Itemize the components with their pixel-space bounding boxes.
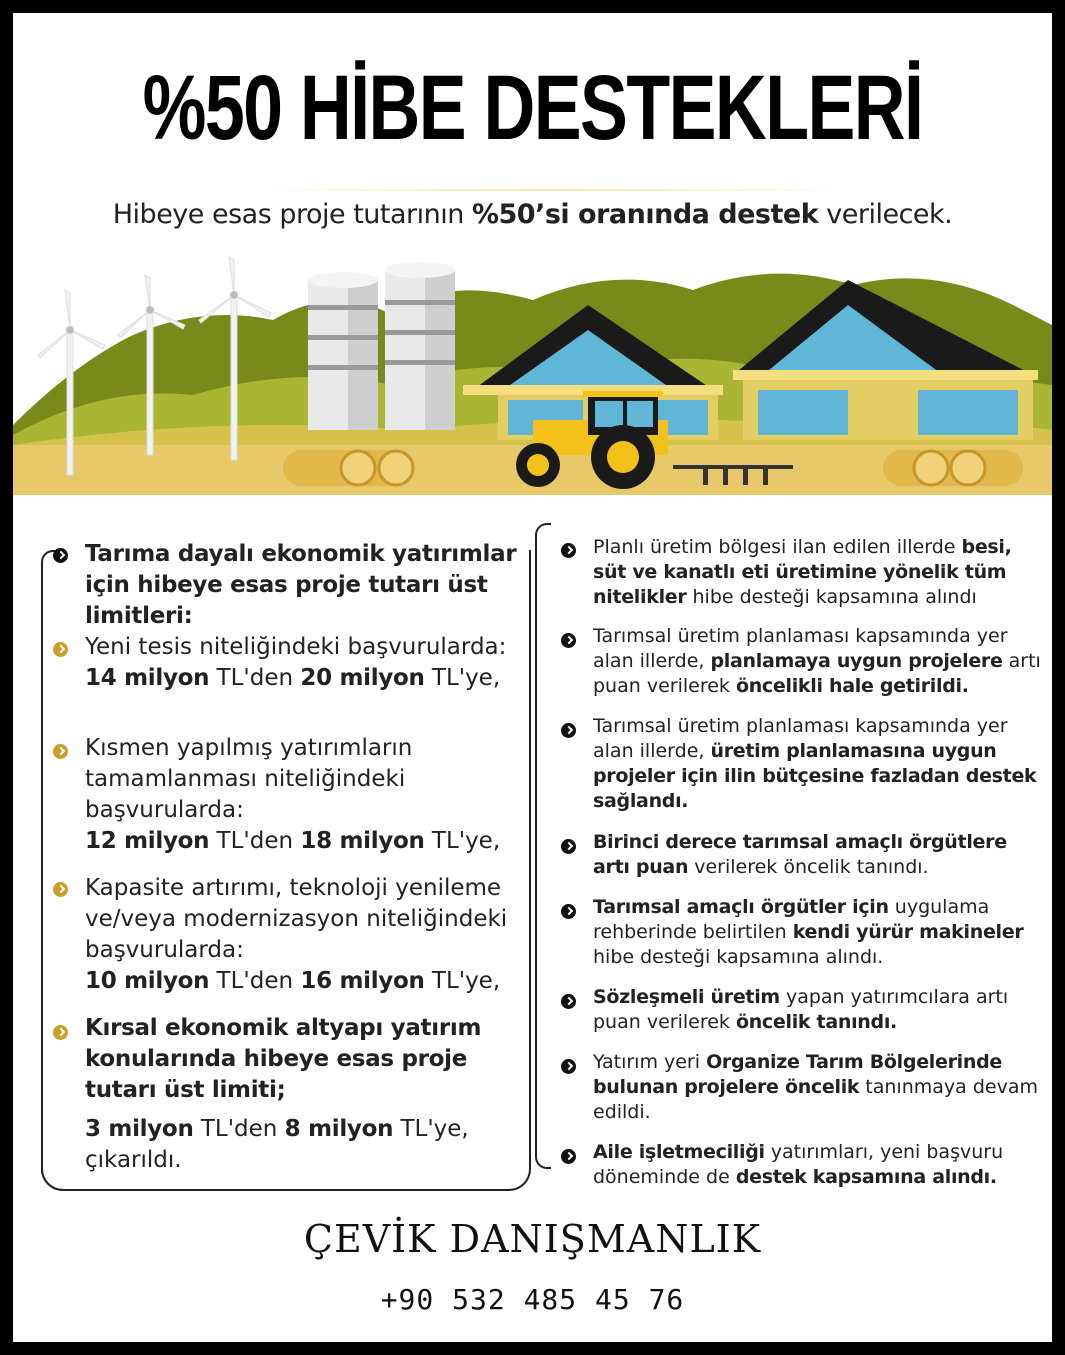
right-item-8: Aile işletmeciliği yatırımları, yeni başvuru döneminde de destek kapsamına alındı. bbox=[593, 1141, 1004, 1188]
silo-1 bbox=[308, 272, 378, 430]
arrow-bullet-icon bbox=[561, 1149, 576, 1164]
company-name: ÇEVİK DANIŞMANLIK bbox=[303, 1217, 762, 1261]
left-heading-1: Tarıma dayalı ekonomik yatırımlar için hibeye esas proje tutarı üst limitleri: bbox=[85, 541, 517, 629]
right-item-7: Yatırım yeri Organize Tarım Bölgelerinde bulunan projelere öncelik tanınmaya devam edildi. bbox=[593, 1051, 1038, 1123]
right-item-4: Birinci derece tarımsal amaçlı örgütlere artı puan verilerek öncelik tanındı. bbox=[593, 831, 1007, 878]
phone-number[interactable]: +90 532 485 45 76 bbox=[380, 1283, 685, 1316]
left-item-2: Kısmen yapılmış yatırımların tamamlanması niteliğindeki başvurularda: 12 milyon TL'den 18 milyon TL'ye, bbox=[85, 735, 501, 854]
arrow-bullet-icon bbox=[53, 744, 68, 759]
right-item-1: Planlı üretim bölgesi ilan edilen illerde besi, süt ve kanatlı eti üretimine yönelik tüm nitelikler hibe desteği kapsamına alındı bbox=[593, 536, 1012, 608]
arrow-bullet-icon bbox=[561, 1059, 576, 1074]
arrow-bullet-icon bbox=[561, 839, 576, 854]
right-item-5: Tarımsal amaçlı örgütler için uygulama rehberinde belirtilen kendi yürür makineler hibe desteği kapsamına alındı. bbox=[593, 896, 1024, 968]
right-bracket bbox=[535, 523, 551, 1169]
arrow-bullet-icon bbox=[561, 723, 576, 738]
left-item-3: Kapasite artırımı, teknoloji yenileme ve/veya modernizasyon niteliğindeki başvurularda: 10 milyon TL'den 16 milyon TL'ye, bbox=[85, 875, 508, 994]
left-heading-2: Kırsal ekonomik altyapı yatırım konularında hibeye esas proje tutarı üst limiti; bbox=[85, 1015, 482, 1103]
hay-bales-left bbox=[283, 450, 413, 486]
left-item-4: 3 milyon TL'den 8 milyon TL'ye, çıkarıldı. bbox=[85, 1116, 469, 1173]
subtitle: Hibeye esas proje tutarının %50’si oranında destek verilecek. bbox=[112, 199, 953, 230]
arrow-bullet-icon bbox=[561, 633, 576, 648]
arrow-bullet-icon bbox=[53, 882, 68, 897]
right-item-6: Sözleşmeli üretim yapan yatırımcılara artı puan verilerek öncelik tanındı. bbox=[593, 986, 1009, 1033]
arrow-bullet-icon bbox=[561, 543, 576, 558]
page-title: %50 HİBE DESTEKLERİ bbox=[142, 57, 923, 159]
arrow-bullet-icon bbox=[53, 548, 68, 563]
arrow-bullet-icon bbox=[53, 1025, 68, 1040]
subtitle-divider bbox=[253, 189, 853, 191]
arrow-bullet-icon bbox=[561, 904, 576, 919]
right-item-3: Tarımsal üretim planlaması kapsamında yer alan illerde, üretim planlamasına uygun projeler için ilin bütçesine fazladan destek sağlandı. bbox=[593, 715, 1037, 812]
farm-illustration bbox=[13, 245, 1052, 495]
silo-2 bbox=[385, 262, 455, 430]
left-box-corner-bottom bbox=[41, 1153, 71, 1191]
right-item-2: Tarımsal üretim planlaması kapsamında yer alan illerde, planlamaya uygun projelere artı puan verilerek öncelikli hale getirildi. bbox=[593, 625, 1041, 697]
arrow-bullet-icon bbox=[561, 994, 576, 1009]
hay-bales-right bbox=[883, 450, 1023, 486]
left-item-1: Yeni tesis niteliğindeki başvurularda: 14 milyon TL'den 20 milyon TL'ye, bbox=[85, 634, 507, 691]
arrow-bullet-icon bbox=[53, 642, 68, 657]
poster bbox=[13, 13, 1052, 1342]
